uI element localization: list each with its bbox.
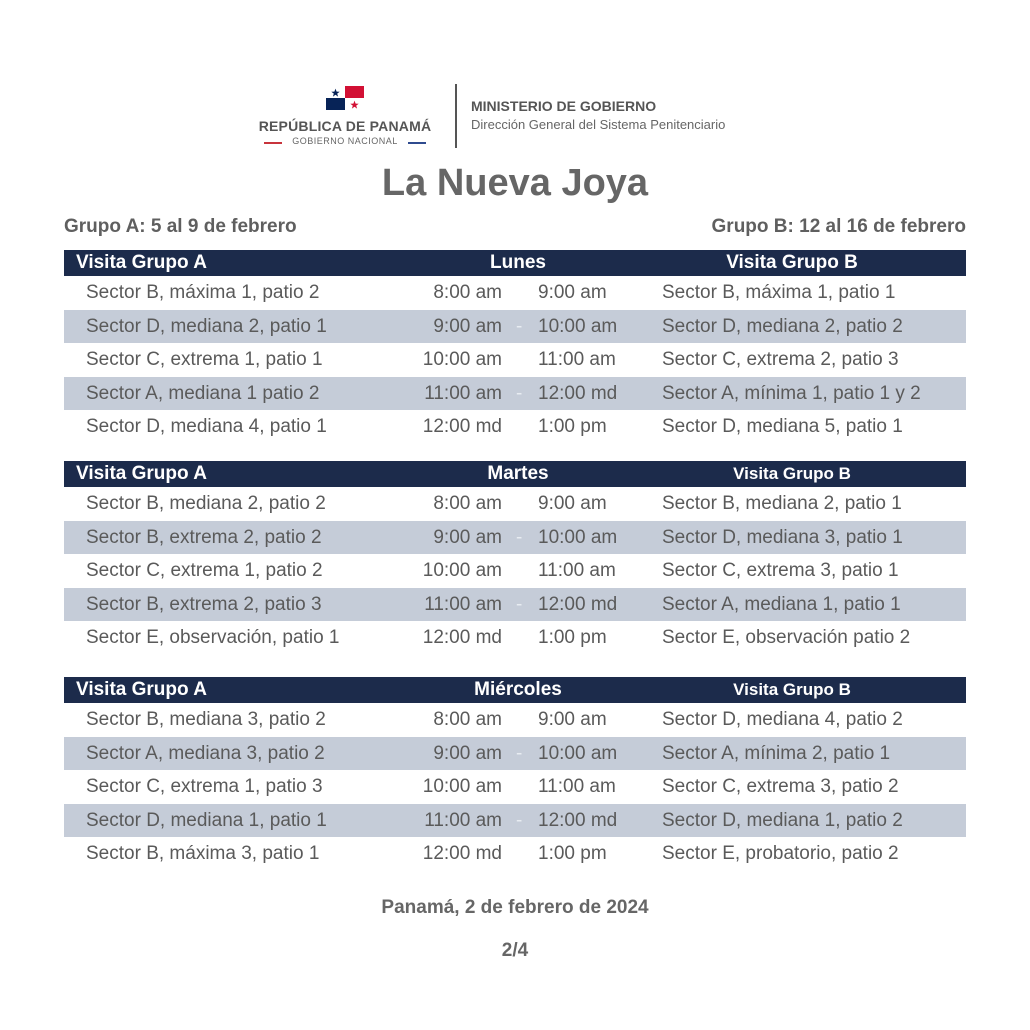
- end-time: 9:00 am: [538, 282, 607, 303]
- group-b-sector: Sector D, mediana 4, patio 2: [662, 709, 903, 730]
- schedule-wednesday: [64, 677, 966, 871]
- group-a-sector: Sector D, mediana 2, patio 1: [86, 315, 327, 337]
- group-b-sector: Sector C, extrema 3, patio 1: [662, 560, 899, 581]
- table-row: [64, 377, 966, 411]
- start-time: 8:00 am: [433, 282, 502, 303]
- end-time: 10:00 am: [538, 526, 618, 548]
- day-header: [64, 677, 966, 703]
- table-row: [64, 703, 966, 737]
- table-row: [64, 487, 966, 521]
- group-a-sector: Sector C, extrema 1, patio 2: [86, 560, 323, 581]
- table-row: [64, 770, 966, 804]
- end-time: 11:00 am: [538, 560, 616, 581]
- header: [0, 78, 1030, 158]
- page-number: 2/4: [501, 940, 529, 961]
- group-b-sector: Sector B, máxima 1, patio 1: [662, 282, 896, 303]
- divider-blue: [408, 142, 426, 144]
- day-header: [64, 461, 966, 487]
- table-row: [64, 737, 966, 771]
- right-header-label: Visita Grupo B: [733, 680, 851, 699]
- group-a-sector: Sector B, máxima 1, patio 2: [86, 282, 320, 303]
- group-b-sector: Sector D, mediana 5, patio 1: [662, 416, 903, 437]
- left-header-label: Visita Grupo A: [76, 463, 207, 484]
- group-b-sector: Sector A, mínima 2, patio 1: [662, 742, 891, 764]
- table-row: [64, 554, 966, 588]
- table-row: [64, 588, 966, 622]
- group-b-sector: Sector C, extrema 2, patio 3: [662, 349, 899, 370]
- group-a-sector: Sector D, mediana 1, patio 1: [86, 809, 327, 831]
- table-row: [64, 343, 966, 377]
- group-b-sector: Sector D, mediana 1, patio 2: [662, 809, 903, 831]
- end-time: 12:00 md: [538, 382, 618, 404]
- end-time: 1:00 pm: [538, 416, 607, 437]
- end-time: 9:00 am: [538, 709, 607, 730]
- group-b-sector: Sector A, mediana 1, patio 1: [662, 593, 901, 615]
- start-time: 9:00 am: [433, 526, 502, 548]
- group-b-sector: Sector E, observación patio 2: [662, 627, 911, 648]
- government-label: GOBIERNO NACIONAL: [292, 136, 398, 146]
- end-time: 10:00 am: [538, 742, 618, 764]
- group-a-sector: Sector B, extrema 2, patio 2: [86, 526, 322, 548]
- start-time: 8:00 am: [433, 493, 502, 514]
- page-title: La Nueva Joya: [381, 162, 649, 204]
- header-divider: [455, 84, 457, 148]
- group-b-dates: Grupo B: 12 al 16 de febrero: [711, 216, 966, 237]
- start-time: 10:00 am: [422, 349, 502, 370]
- start-time: 12:00 md: [422, 627, 502, 648]
- day-name: Miércoles: [474, 679, 562, 700]
- group-a-sector: Sector D, mediana 4, patio 1: [86, 416, 327, 437]
- group-a-sector: Sector E, observación, patio 1: [86, 627, 340, 648]
- schedule-tuesday: [64, 461, 966, 655]
- table-row: [64, 310, 966, 344]
- end-time: 1:00 pm: [538, 843, 607, 864]
- group-b-sector: Sector D, mediana 2, patio 2: [662, 315, 903, 337]
- start-time: 11:00 am: [424, 809, 502, 831]
- schedule-monday: [64, 250, 966, 444]
- group-b-sector: Sector D, mediana 3, patio 1: [662, 526, 903, 548]
- end-time: 10:00 am: [538, 315, 618, 337]
- group-b-sector: Sector E, probatorio, patio 2: [662, 843, 899, 864]
- group-a-dates: Grupo A: 5 al 9 de febrero: [64, 216, 297, 237]
- start-time: 9:00 am: [433, 315, 502, 337]
- end-time: 11:00 am: [538, 776, 616, 797]
- start-time: 11:00 am: [424, 593, 502, 615]
- day-header: [64, 250, 966, 276]
- table-row: [64, 837, 966, 871]
- direction-name: Dirección General del Sistema Penitenciario: [471, 117, 726, 132]
- end-time: 12:00 md: [538, 809, 618, 831]
- left-header-label: Visita Grupo A: [76, 679, 207, 700]
- day-name: Martes: [487, 463, 549, 484]
- start-time: 10:00 am: [422, 560, 502, 581]
- group-b-sector: Sector B, mediana 2, patio 1: [662, 493, 902, 514]
- group-a-sector: Sector B, máxima 3, patio 1: [86, 843, 320, 864]
- group-a-sector: Sector B, mediana 2, patio 2: [86, 493, 326, 514]
- group-a-sector: Sector A, mediana 1 patio 2: [86, 382, 320, 404]
- table-row: [64, 521, 966, 555]
- time-separator: -: [516, 315, 523, 337]
- start-time: 12:00 md: [422, 843, 502, 864]
- start-time: 8:00 am: [433, 709, 502, 730]
- table-row: [64, 621, 966, 655]
- panama-flag-icon: [326, 86, 364, 110]
- footer-date: Panamá, 2 de febrero de 2024: [381, 897, 649, 918]
- ministry-name: MINISTERIO DE GOBIERNO: [471, 98, 657, 114]
- group-b-sector: Sector C, extrema 3, patio 2: [662, 776, 899, 797]
- table-row: [64, 276, 966, 310]
- right-header-label: Visita Grupo B: [733, 464, 851, 483]
- time-separator: -: [516, 526, 523, 548]
- group-a-sector: Sector B, extrema 2, patio 3: [86, 593, 322, 615]
- right-header-label: Visita Grupo B: [726, 252, 858, 273]
- time-separator: -: [516, 593, 523, 615]
- end-time: 11:00 am: [538, 349, 616, 370]
- group-b-sector: Sector A, mínima 1, patio 1 y 2: [662, 382, 921, 404]
- group-a-sector: Sector A, mediana 3, patio 2: [86, 742, 325, 764]
- group-a-sector: Sector C, extrema 1, patio 3: [86, 776, 323, 797]
- country-name: REPÚBLICA DE PANAMÁ: [258, 118, 432, 134]
- end-time: 9:00 am: [538, 493, 607, 514]
- start-time: 10:00 am: [422, 776, 502, 797]
- group-a-sector: Sector B, mediana 3, patio 2: [86, 709, 326, 730]
- time-separator: -: [516, 809, 523, 831]
- end-time: 1:00 pm: [538, 627, 607, 648]
- start-time: 11:00 am: [424, 382, 502, 404]
- table-row: [64, 410, 966, 444]
- table-row: [64, 804, 966, 838]
- time-separator: -: [516, 382, 523, 404]
- start-time: 9:00 am: [433, 742, 502, 764]
- left-header-label: Visita Grupo A: [76, 252, 207, 273]
- time-separator: -: [516, 742, 523, 764]
- start-time: 12:00 md: [422, 416, 502, 437]
- day-name: Lunes: [490, 252, 546, 273]
- end-time: 12:00 md: [538, 593, 618, 615]
- group-a-sector: Sector C, extrema 1, patio 1: [86, 349, 323, 370]
